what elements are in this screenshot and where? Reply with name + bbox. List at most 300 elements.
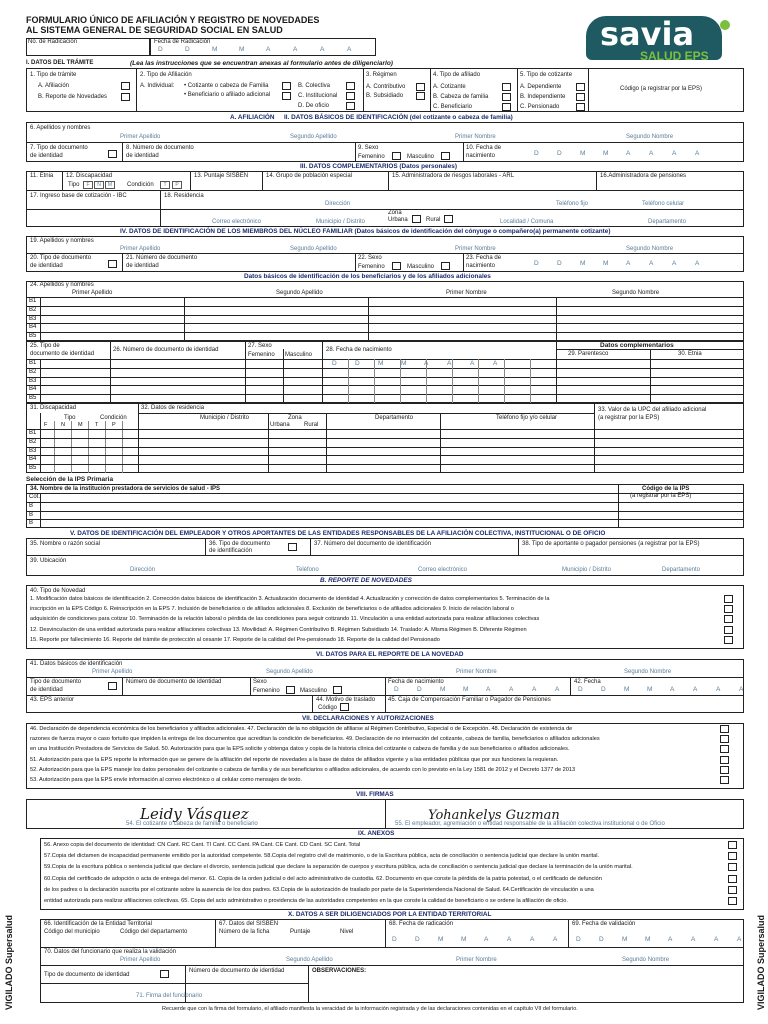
empleador-tipo-doc-field[interactable] — [288, 543, 297, 551]
datos-comp-label: Datos complementarios — [600, 342, 674, 349]
upc-sub-label: (a registrar por la EPS) — [598, 415, 660, 421]
tipo-tramite-label: 1. Tipo de trámite — [30, 72, 77, 78]
date-letter: A — [266, 46, 271, 53]
benef-rural-label: Rural — [304, 422, 319, 428]
urbana-checkbox[interactable] — [412, 215, 421, 223]
text-line: 59.Copia de la escritura pública o sentencia judicial que declare el divorcio, sentencia judicial que declare la separación de cuerpos y escritura pública, acta de conciliación o sentencia judicial que declare la terminación de la unión marital. — [44, 864, 633, 871]
benef-segundo-apellido: Segundo Apellido — [276, 290, 323, 296]
subsidiado-checkbox[interactable] — [416, 92, 425, 100]
cod-dep-label: Código del departamento — [120, 929, 188, 935]
cod-mun-label: Código del municipio — [44, 929, 100, 935]
sec2-title: II. DATOS BÁSICOS DE IDENTIFICACIÓN (del cotizante o cabeza de familia) — [284, 114, 513, 121]
conyuge-masculino-checkbox[interactable] — [441, 262, 450, 270]
row-label: B4 — [29, 324, 37, 331]
razon-social-label: 35. Nombre o razón social — [30, 541, 101, 547]
tipo-doc-label: 7. Tipo de documento — [30, 145, 88, 151]
sec6-femenino-checkbox[interactable] — [286, 686, 295, 694]
firma-empleador-label: 55. El empleador, agremiación o entidad responsable de la afiliación colectiva institucional o de Oficio — [395, 821, 665, 827]
benef-primer-nombre: Primer Nombre — [446, 290, 487, 296]
sec6-femenino: Femenino — [253, 688, 280, 694]
sec8-title: VIII. FIRMAS — [356, 791, 394, 798]
emp-direccion-hint: Dirección — [130, 567, 156, 573]
line-checkbox[interactable] — [724, 626, 733, 634]
sisben-label: 67. Datos del SISBEN — [219, 921, 279, 927]
beneficiario-label: C. Beneficiario — [433, 104, 473, 110]
conyuge-de-identidad: de identidad — [30, 263, 63, 269]
apellidos-label: 6. Apellidos y nombres — [30, 125, 91, 131]
dependiente-checkbox[interactable] — [576, 83, 585, 91]
femenino-label: Femenino — [358, 154, 385, 160]
ips-row-label: Cot. — [29, 494, 41, 500]
logo-text: savia — [600, 15, 695, 53]
sec6-primer-nombre: Primer Nombre — [456, 669, 497, 675]
row-label: B3 — [29, 377, 37, 384]
date-letter: D — [185, 46, 190, 53]
benef-masculino: Masculino — [285, 352, 313, 358]
reporte-label: B. Reporte de Novedades — [38, 94, 108, 100]
rural-checkbox[interactable] — [444, 215, 453, 223]
benef-fecha-label: 28. Fecha de nacimiento — [326, 347, 392, 353]
line-checkbox[interactable] — [728, 863, 737, 871]
conyuge-femenino-checkbox[interactable] — [392, 262, 401, 270]
zona-label: Zona — [388, 210, 402, 216]
line-checkbox[interactable] — [724, 605, 733, 613]
tel-fijo-hint: Teléfono fijo — [556, 201, 589, 207]
func-segundo-apellido: Segundo Apellido — [286, 957, 333, 963]
correo-hint: Correo electrónico — [212, 219, 262, 225]
sec6-fecha42-label: 42. Fecha — [574, 679, 601, 685]
benef-segundo-nombre: Segundo Nombre — [612, 290, 660, 296]
benef-departamento-label: Departamento — [375, 415, 414, 421]
benef-doc-identidad: documento de identidad — [30, 351, 95, 357]
left-supersalud-logo: VIGILADO Supersalud — [4, 914, 14, 1010]
sec6-masculino: Masculino — [300, 688, 328, 694]
text-line: 51. Autorización para que la EPS reporte la información que se genere de la afiliación del reporte de novedades a la base de datos de afiliados vigente y a las entidades públicas que por sus funciones la requieran. — [30, 756, 559, 763]
tipo-novedad-label: 40. Tipo de Novedad — [30, 588, 86, 594]
benef-municipio-label: Municipio / Distrito — [200, 415, 250, 421]
ips-row-label: B — [29, 511, 34, 518]
form-title-line2: AL SISTEMA GENERAL DE SEGURIDAD SOCIAL EN SALUD — [26, 25, 283, 35]
sec3-title: III. DATOS COMPLEMENTARIOS (Datos personales) — [300, 163, 457, 170]
date-letter: A — [509, 686, 514, 693]
date-letter: M — [461, 936, 467, 943]
nivel-label: Nivel — [340, 929, 354, 935]
text-line: razones de fuerza mayor o caso fortuito que impiden la entrega de los documentos que acreditan la condición de beneficiarios. 49. Declaración de no internación del cotizante, cabeza de familia, beneficiarios o afiliados adicionales — [30, 736, 600, 743]
date-letter: D — [578, 686, 583, 693]
date-letter: D — [394, 686, 399, 693]
date-letter: A — [507, 936, 512, 943]
date-column-line — [530, 359, 531, 403]
date-letter: A — [649, 150, 654, 157]
line-checkbox[interactable] — [720, 776, 729, 784]
benef-zona-label: Zona — [288, 415, 302, 421]
sec6-num-doc-label: Número de documento de identidad — [126, 679, 222, 685]
sec6-segundo-nombre: Segundo Nombre — [624, 669, 672, 675]
a-cotizante-checkbox[interactable] — [502, 83, 511, 91]
instructions: (Lea las instrucciones que se encuentran anexas al formulario antes de diligenciarlo) — [130, 60, 393, 67]
row-label: B2 — [29, 306, 37, 313]
num-ficha-label: Número de la ficha — [219, 929, 270, 935]
sec6-tipo-doc-field[interactable] — [108, 682, 117, 690]
date-letter: A — [493, 360, 498, 367]
row-label: B5 — [29, 395, 37, 402]
conyuge-fecha-label: 23. Fecha de — [466, 255, 502, 261]
text-line: 1. Modificación datos básicos de identificación 2. Corrección datos básicos de identificación 3. Actualización documento de identidad 4. Actualización y corrección de datos complementarios 5. Terminación de la — [30, 596, 550, 602]
emp-municipio-hint: Municipio / Distrito — [562, 567, 612, 573]
line-checkbox[interactable] — [724, 615, 733, 623]
empleador-de-identificacion: de identificación — [209, 548, 253, 554]
date-letter: A — [693, 686, 698, 693]
date-letter: M — [212, 46, 218, 53]
date-letter: M — [440, 686, 446, 693]
disc-tipo-label: Tipo — [68, 182, 80, 188]
observaciones-label: OBSERVACIONES: — [312, 968, 367, 974]
benef-telefono-label: Teléfono fijo y/o celular — [496, 415, 558, 421]
oficio-label: D. De oficio — [298, 103, 330, 109]
table-row[interactable] — [26, 438, 744, 447]
conyuge-tipo-doc-field[interactable] — [108, 260, 117, 268]
masculino-checkbox[interactable] — [441, 152, 450, 160]
disc-letter: P — [112, 422, 116, 428]
dependiente-label: A. Dependiente — [520, 84, 562, 90]
table-row[interactable] — [26, 447, 744, 456]
benef-disc-label: 31. Discapacidad — [30, 405, 77, 411]
benef-urbana-label: Urbana — [270, 422, 290, 428]
sec6-fecha-nac-label: Fecha de nacimiento — [388, 679, 444, 685]
date-letter: A — [668, 936, 673, 943]
colectiva-checkbox[interactable] — [346, 82, 355, 90]
puntaje-label: 13. Puntaje SISBEN — [194, 173, 249, 179]
discapacidad-label: 12. Discapacidad — [66, 173, 113, 179]
tel-celular-hint: Teléfono celular — [642, 201, 685, 207]
segundo-apellido-hint: Segundo Apellido — [290, 134, 337, 140]
contributivo-label: A. Contributivo — [366, 84, 406, 90]
individual-label: A. Individual: — [140, 83, 175, 89]
femenino-checkbox[interactable] — [392, 152, 401, 160]
conyuge-nacimiento: nacimiento — [466, 263, 496, 269]
conyuge-sexo-label: 22. Sexo — [358, 255, 382, 261]
line-checkbox[interactable] — [720, 756, 729, 764]
benef-disc-tipo: Tipo — [64, 415, 76, 421]
colectiva-label: B. Colectiva — [298, 83, 331, 89]
date-letter: A — [737, 936, 742, 943]
fecha-rad-label: 68. Fecha de radicación — [389, 921, 454, 927]
num-doc-label: 8. Número de documento — [126, 145, 194, 151]
benef-primer-apellido: Primer Apellido — [72, 290, 113, 296]
table-row[interactable] — [26, 385, 744, 394]
fecha-radicacion-label: Fecha de Radicación — [154, 39, 211, 45]
table-row[interactable] — [26, 359, 744, 368]
sisben-puntaje-label: Puntaje — [290, 929, 311, 935]
entidad-label: 66. Identificación de la Entidad Territorial — [44, 921, 152, 927]
date-column-line — [504, 359, 505, 403]
date-letter: A — [553, 936, 558, 943]
ips-row[interactable] — [26, 502, 744, 511]
func-tipo-doc-field[interactable] — [160, 970, 169, 978]
sexo-label: 9. Sexo — [358, 145, 379, 151]
sec7-title: VII. DECLARACIONES Y AUTORIZACIONES — [302, 715, 434, 722]
a-cotizante-label: A. Cotizante — [433, 84, 466, 90]
conyuge-num-doc-label: 21. Número de documento — [126, 255, 198, 261]
benef-num-doc-label: 26. Número de documento de identidad — [113, 347, 219, 353]
tipo-cotizante-label: 5. Tipo de cotizante — [520, 72, 573, 78]
afiliacion-title: A. AFILIACIÓN — [230, 114, 275, 121]
motivo-codigo-label: Código — [318, 705, 338, 711]
tipo-aportante-label: 38. Tipo de aportante o pagador pensiones (a registrar por la EPS) — [522, 541, 700, 547]
firma-cotizante: Leidy Vásquez — [140, 805, 249, 823]
upc-label: 33. Valor de la UPC del afiliado adicional — [598, 407, 707, 413]
regimen-label: 3. Régimen — [366, 72, 397, 78]
date-letter: A — [347, 46, 352, 53]
contributivo-checkbox[interactable] — [416, 83, 425, 91]
date-letter: D — [158, 46, 163, 53]
institucional-checkbox[interactable] — [346, 92, 355, 100]
row-label: B3 — [29, 447, 37, 454]
date-letter: D — [557, 260, 562, 267]
date-letter: M — [401, 360, 407, 367]
footer-note: Recuerde que con la firma del formulario, el afiliado manifiesta la veracidad de la información registrada y de las declaraciones contenidas en el capítulo VII del formulario. — [162, 1006, 578, 1012]
tipo-doc-field[interactable] — [108, 150, 117, 158]
date-letter: A — [672, 260, 677, 267]
afiliacion-checkbox[interactable] — [121, 82, 130, 90]
emp-correo-hint: Correo electrónico — [418, 567, 468, 573]
date-letter: A — [486, 686, 491, 693]
sec6-primer-apellido: Primer Apellido — [92, 669, 133, 675]
row-label: B3 — [29, 315, 37, 322]
text-line: 52. Autorización para que la EPS maneje los datos personales del cotizante o cabeza de familia y de sus beneficiarios o afiliados adicionales, de acuerdo con lo previsto en la Ley 1581 de 2012 y el Decreto 1377 de 2013 — [30, 766, 576, 773]
line-checkbox[interactable] — [728, 841, 737, 849]
text-line: entidad autorizada para realizar afiliaciones colectivas. 65. Copia del acto administrativo o providencia de las autoridades competentes en la que conste la calidad de beneficiario o se ordene la afiliación de oficio. — [44, 898, 568, 904]
nacimiento-label: nacimiento — [466, 153, 496, 159]
table-row[interactable] — [26, 297, 744, 306]
date-letter: D — [534, 150, 539, 157]
date-letter: A — [670, 686, 675, 693]
conyuge-primer-apellido: Primer Apellido — [120, 246, 161, 252]
date-letter: A — [695, 150, 700, 157]
line-checkbox[interactable] — [728, 875, 737, 883]
date-letter: D — [415, 936, 420, 943]
primer-nombre-hint: Primer Nombre — [455, 134, 496, 140]
date-letter: A — [695, 260, 700, 267]
urbana-label: Urbana — [388, 217, 408, 223]
date-letter: A — [626, 150, 631, 157]
line-checkbox[interactable] — [724, 595, 733, 603]
disc-tipo-box[interactable]: N — [94, 181, 104, 189]
date-letter: D — [599, 936, 604, 943]
ubicacion-label: 39. Ubicación — [30, 558, 67, 564]
text-line: 60.Copia del certificado de adopción o acta de entrega del menor. 61. Copia de la orden judicial o del acto administrativo de custodia. 62. Documento en que conste la pérdida de la patria potestad, o el certificado de defunción — [44, 875, 602, 882]
conyuge-num-identidad: de identidad — [126, 263, 159, 269]
etnia30-label: 30. Etnia — [678, 351, 702, 357]
sec6-title: VI. DATOS PARA EL REPORTE DE LA NOVEDAD — [316, 651, 464, 658]
benef-disc-condicion: Condición — [100, 415, 127, 421]
date-letter: M — [603, 150, 609, 157]
date-column-line — [452, 359, 453, 403]
table-row[interactable] — [26, 455, 744, 464]
disc-cond-box[interactable]: P — [172, 181, 182, 189]
cotizante-checkbox[interactable] — [282, 82, 291, 90]
empleador-num-doc-label: 37. Número del documento de identificación — [314, 541, 432, 547]
table-row[interactable] — [26, 332, 744, 341]
date-letter: A — [530, 936, 535, 943]
disc-letter: N — [61, 422, 65, 428]
text-line: 57.Copia del dictamen de incapacidad permanente emitido por la autoridad competente. 58.Copia del registro civil de matrimonio, o de la Escritura pública, acta de conciliación o sentencia judicial que declare la unión marital. — [44, 853, 600, 860]
text-line: 15. Reporte por fallecimiento 16. Reporte del trámite de protección al cesante 17. Reporte de la calidad del Pre-pensionado 18. Reporte de la calidad del Pensionado — [30, 636, 440, 643]
date-letter: D — [534, 260, 539, 267]
table-row[interactable] — [26, 464, 744, 473]
date-letter: M — [622, 936, 628, 943]
date-letter: M — [580, 150, 586, 157]
num-doc-identidad: de identidad — [126, 153, 159, 159]
date-letter: A — [672, 150, 677, 157]
line-checkbox[interactable] — [720, 745, 729, 753]
text-line: 53. Autorización para que la EPS envíe información al correo electrónico o al celular como mensajes de texto. — [30, 777, 303, 783]
tipo-afiliado-label: 4. Tipo de afiliado — [433, 72, 481, 78]
disc-tipo-box[interactable]: M — [105, 181, 115, 189]
sec10-title: X. DATOS A SER DILIGENCIADOS POR LA ENTIDAD TERRITORIAL — [288, 911, 492, 918]
text-line: en una Institución Prestadora de Servicios de Salud. 50. Autorización para que la EPS solicite y obtenga datos y copia de la historia clínica del cotizante o cabeza de familia y de sus beneficiarios o afiliados adicionales. — [30, 746, 570, 753]
cotizante-label: • Cotizante o cabeza de Familia — [184, 83, 269, 89]
line-checkbox[interactable] — [724, 636, 733, 644]
table-row[interactable] — [26, 306, 744, 315]
secb-title: B. REPORTE DE NOVEDADES — [320, 577, 412, 584]
date-letter: M — [647, 686, 653, 693]
firma-func-label: 71. Firma del funcionario — [136, 993, 203, 999]
ips-row[interactable] — [26, 493, 744, 502]
pensiones-label: 16.Administradora de pensiones — [600, 173, 687, 179]
row-label: B2 — [29, 368, 37, 375]
cabeza-label: B. Cabeza de familia — [433, 94, 489, 100]
de-identidad-label: de identidad — [30, 153, 63, 159]
func-primer-nombre: Primer Nombre — [456, 957, 497, 963]
institucional-label: C. Institucional — [298, 93, 338, 99]
oficio-checkbox[interactable] — [346, 102, 355, 110]
row-label: B1 — [29, 298, 37, 304]
independiente-label: B. Independiente — [520, 94, 566, 100]
date-letter: A — [555, 686, 560, 693]
row-label: B4 — [29, 386, 37, 393]
table-row[interactable] — [26, 394, 744, 403]
parentesco-label: 29. Parentesco — [568, 351, 609, 357]
benef-tipo-doc-label: 25. Tipo de — [30, 343, 60, 349]
conyuge-segundo-apellido: Segundo Apellido — [290, 246, 337, 252]
benef-apellidos-label: 24. Apellidos y nombres — [30, 282, 94, 288]
text-line: inscripción en la EPS Código 6. Reinscripción en la EPS 7. Inclusión de beneficiarios o de afiliados adicionales 8. Exclusión de beneficiarios o de afiliados adicionales 9. Inicio de relación laboral o — [30, 606, 514, 613]
disc-letter: F — [44, 422, 48, 428]
localidad-hint: Localidad / Comuna — [500, 219, 554, 225]
table-row[interactable] — [26, 323, 744, 332]
motivo-label: 44. Motivo de traslado — [316, 697, 376, 703]
line-checkbox[interactable] — [728, 897, 737, 905]
logo-dot-icon — [720, 20, 730, 30]
independiente-checkbox[interactable] — [576, 93, 585, 101]
date-column-line — [400, 359, 401, 403]
line-checkbox[interactable] — [728, 886, 737, 894]
ips-row[interactable] — [26, 519, 744, 528]
date-letter: A — [293, 46, 298, 53]
ips-row[interactable] — [26, 511, 744, 520]
form-title-line1: FORMULARIO ÚNICO DE AFILIACIÓN Y REGISTRO DE NOVEDADES — [26, 15, 320, 25]
line-checkbox[interactable] — [720, 735, 729, 743]
pensionado-label: C. Pensionado — [520, 104, 560, 110]
date-column-line — [478, 359, 479, 403]
beneficiario-checkbox[interactable] — [502, 103, 511, 111]
sec4-title: IV. DATOS DE IDENTIFICACIÓN DE LOS MIEMBROS DEL NÚCLEO FAMILIAR (Datos básicos de identificación del cónyuge o compañero(a) permanente cotizante) — [120, 228, 611, 235]
date-letter: D — [392, 936, 397, 943]
pensionado-checkbox[interactable] — [576, 103, 585, 111]
date-letter: A — [691, 936, 696, 943]
date-letter: D — [355, 360, 360, 367]
disc-tipo-box[interactable]: F — [83, 181, 93, 189]
date-letter: D — [601, 686, 606, 693]
ips-code-sub: (a registrar por la EPS) — [630, 493, 692, 499]
firma-cotizante-label: 54. El cotizante o cabeza de familia o beneficiario — [126, 821, 258, 827]
sec6-masculino-checkbox[interactable] — [333, 686, 342, 694]
sec6-tipo-doc-label: Tipo de documento — [30, 679, 82, 685]
disc-cond-box[interactable]: T — [160, 181, 170, 189]
sec6-segundo-apellido: Segundo Apellido — [266, 669, 313, 675]
rural-label: Rural — [426, 217, 441, 223]
line-checkbox[interactable] — [720, 766, 729, 774]
date-letter: A — [649, 260, 654, 267]
row-label: B4 — [29, 456, 37, 463]
row-label: B5 — [29, 333, 37, 340]
sec5-title: V. DATOS DE IDENTIFICACIÓN DEL EMPLEADOR Y OTROS APORTANTES DE LAS ENTIDADES RESPONSABLES DE LA AFILIACIÓN COLECTIVA, INSTITUCIONAL O DE OFICIO — [70, 530, 606, 537]
date-column-line — [374, 359, 375, 403]
departamento-hint: Departamento — [648, 219, 687, 225]
date-letter: M — [239, 46, 245, 53]
date-letter: A — [320, 46, 325, 53]
date-letter: A — [424, 360, 429, 367]
table-row[interactable] — [26, 368, 744, 377]
date-letter: M — [603, 260, 609, 267]
date-column-line — [426, 359, 427, 403]
date-letter: D — [576, 936, 581, 943]
date-letter: M — [438, 936, 444, 943]
emp-telefono-hint: Teléfono — [296, 567, 319, 573]
date-letter: M — [645, 936, 651, 943]
ips-name-label: 34. Nombre de la institución prestadora de servicios de salud - IPS — [30, 486, 221, 492]
ips-title: Selección de la IPS Primaria — [26, 476, 114, 483]
grupo-label: 14. Grupo de población especial — [266, 173, 353, 179]
date-letter: M — [624, 686, 630, 693]
tramite-title: I. DATOS DEL TRÁMITE — [26, 60, 94, 66]
text-line: 46. Declaración de dependencia económica de los beneficiarios y afiliados adicionales. 47. Declaración de la no obligación de afiliarse al Régimen Contributivo, Especial o de Excepción. 48. Declaración de existencia de — [30, 726, 573, 732]
cabeza-checkbox[interactable] — [502, 93, 511, 101]
text-line: adquisición de condiciones para cotizar 10. Terminación de la relación laboral o pérdida de las condiciones para seguir cotizando 11. Vinculación a una entidad autorizada para realizar afiliaciones colectivas — [30, 616, 540, 623]
table-row[interactable] — [26, 315, 744, 324]
emp-departamento-hint: Departamento — [662, 567, 701, 573]
direccion-hint: Dirección — [325, 201, 351, 207]
line-checkbox[interactable] — [720, 725, 729, 733]
date-letter: A — [447, 360, 452, 367]
table-row[interactable] — [26, 377, 744, 386]
beneficiario-af-checkbox[interactable] — [282, 92, 291, 100]
line-checkbox[interactable] — [728, 852, 737, 860]
ips-row-label: B — [29, 502, 34, 509]
func-num-doc-label: Número de documento de identidad — [189, 968, 285, 974]
date-column-line — [348, 359, 349, 403]
row-label: B1 — [29, 360, 37, 366]
benef-femenino: Femenino — [248, 352, 275, 358]
func-tipo-doc-label: Tipo de documento de identidad — [44, 972, 130, 978]
logo-subtext: SALUD EPS — [640, 49, 709, 63]
reporte-checkbox[interactable] — [121, 93, 130, 101]
date-letter: D — [557, 150, 562, 157]
tipo-afiliacion-label: 2. Tipo de Afiliación — [140, 72, 192, 78]
motivo-codigo-field[interactable] — [340, 703, 349, 711]
table-row[interactable] — [26, 429, 744, 438]
